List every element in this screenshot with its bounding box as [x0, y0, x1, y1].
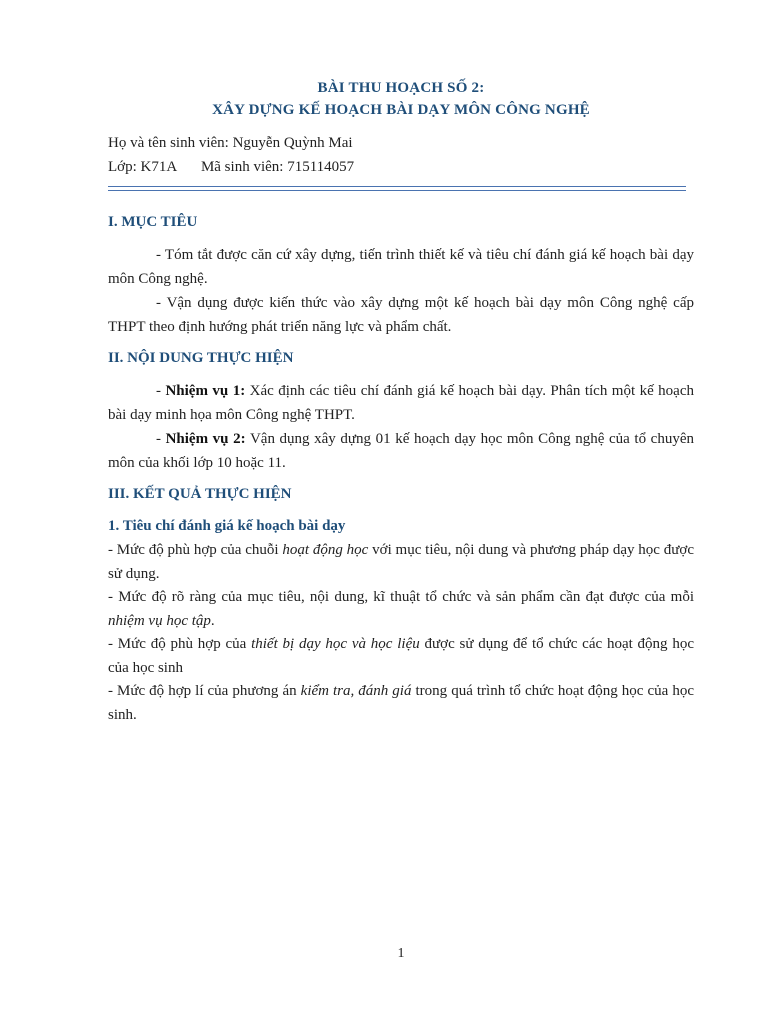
criteria-item: [108, 586, 694, 633]
subsection-heading-criteria: 1. Tiêu chí đánh giá kế hoạch bài dạy: [108, 518, 346, 534]
task-label: Nhiệm vụ 2:: [165, 431, 246, 447]
criteria-text: với mục tiêu, nội dung và phương pháp dạy học được sử dụng.: [108, 542, 694, 582]
class-label: Lớp:: [108, 159, 137, 175]
page-number: 1: [397, 946, 405, 961]
criteria-text: - Mức độ phù hợp của chuỗi: [108, 542, 283, 558]
task-text: Vận dụng xây dựng 01 kế hoạch dạy học môn Công nghệ của tổ chuyên môn của khối lớp 10 hoặc 11.: [108, 431, 694, 471]
criteria-item: [108, 680, 694, 727]
student-name-line: [108, 135, 353, 152]
task-prefix: -: [156, 383, 166, 399]
criteria-text: được sử dụng để tổ chức các hoạt động học của học sinh: [108, 636, 694, 676]
criteria-text: - Mức độ rõ ràng của mục tiêu, nội dung, kĩ thuật tổ chức và sản phẩm cần đạt được của mỗi: [108, 589, 694, 605]
student-name-value: Nguyễn Quỳnh Mai: [232, 135, 353, 151]
objective-item: [108, 292, 694, 339]
task-item-2: [108, 428, 694, 475]
section-heading-content: II. NỘI DUNG THỰC HIỆN: [108, 350, 294, 366]
objective-text: - Vận dụng được kiến thức vào xây dựng một kế hoạch bài dạy môn Công nghệ cấp THPT theo định hướng phát triển năng lực và phẩm chất.: [108, 295, 694, 335]
objective-item: [108, 244, 694, 291]
objective-text: - Tóm tắt được căn cứ xây dựng, tiến trình thiết kế và tiêu chí đánh giá kế hoạch bài dạy môn Công nghệ.: [108, 247, 694, 287]
header-divider-top: [108, 186, 686, 187]
section-heading-results: III. KẾT QUẢ THỰC HIỆN: [108, 486, 292, 502]
section-heading-objectives: I. MỤC TIÊU: [108, 214, 198, 230]
criteria-item: [108, 539, 694, 586]
criteria-emphasis: kiểm tra, đánh giá: [300, 683, 412, 699]
student-id-value: 715114057: [287, 159, 355, 175]
criteria-item: [108, 633, 694, 680]
document-title-line-1: BÀI THU HOẠCH SỐ 2:: [317, 80, 485, 96]
student-class-line: [108, 159, 354, 176]
criteria-emphasis: thiết bị dạy học và học liệu: [251, 636, 420, 652]
document-title-line-2: XÂY DỰNG KẾ HOẠCH BÀI DẠY MÔN CÔNG NGHỆ: [212, 102, 590, 118]
criteria-emphasis: hoạt động học: [282, 542, 369, 558]
header-divider-bottom: [108, 190, 686, 191]
class-value: K71A: [140, 159, 178, 175]
task-label: Nhiệm vụ 1:: [165, 383, 246, 399]
criteria-text: .: [210, 612, 215, 629]
task-text: Xác định các tiêu chí đánh giá kế hoạch bài dạy. Phân tích một kế hoạch bài dạy minh họa môn Công nghệ THPT.: [108, 383, 694, 423]
task-prefix: -: [156, 431, 166, 447]
criteria-text: - Mức độ hợp lí của phương án: [108, 683, 301, 699]
student-id-label: Mã sinh viên:: [200, 159, 284, 175]
task-item-1: [108, 380, 694, 427]
criteria-text: trong quá trình tổ chức hoạt động học của học sinh.: [108, 683, 694, 723]
criteria-emphasis: nhiệm vụ học tập: [108, 612, 211, 629]
criteria-text: - Mức độ phù hợp của: [108, 636, 252, 652]
student-name-label: Họ và tên sinh viên:: [108, 135, 229, 151]
